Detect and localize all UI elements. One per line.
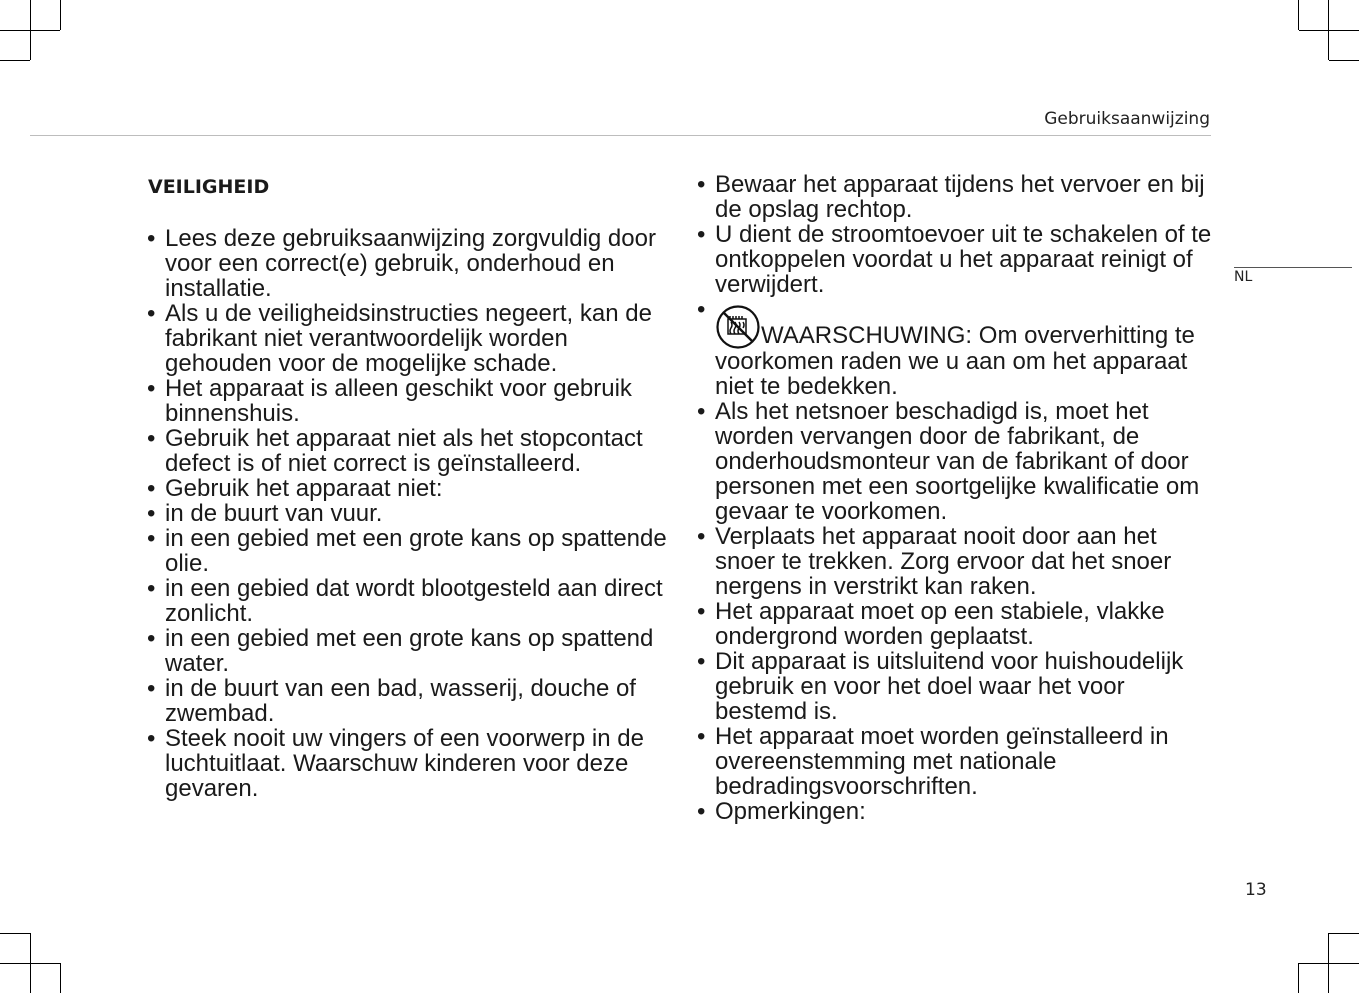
- list-item: • Het apparaat moet worden geïnstalleerd in overeenstemming met nationale bedradingsvoorschriften.: [697, 724, 1217, 799]
- language-tab-rule: [1234, 267, 1352, 268]
- warning-item: [697, 297, 1217, 399]
- crop-mark: [1298, 0, 1299, 30]
- header-rule: [30, 135, 1211, 136]
- crop-mark: [1298, 963, 1299, 993]
- list-item: • in een gebied met een grote kans op spattende olie.: [147, 526, 667, 576]
- list-item: • in de buurt van vuur.: [147, 501, 667, 526]
- crop-mark: [60, 963, 61, 993]
- list-item: • Opmerkingen:: [697, 799, 1217, 824]
- do-not-cover-icon: [715, 305, 761, 349]
- crop-mark: [0, 963, 60, 964]
- crop-mark: [0, 60, 30, 61]
- list-item: • Lees deze gebruiksaanwijzing zorgvuldig door voor een correct(e) gebruik, onderhoud en installatie.: [147, 226, 667, 301]
- crop-mark: [0, 30, 60, 31]
- page-number: 13: [1245, 880, 1267, 900]
- list-item: • U dient de stroomtoevoer uit te schakelen of te ontkoppelen voordat u het apparaat reinigt of verwijdert.: [697, 222, 1217, 297]
- list-item: • in de buurt van een bad, wasserij, douche of zwembad.: [147, 676, 667, 726]
- crop-mark: [1299, 963, 1359, 964]
- running-header-title: Gebruiksaanwijzing: [1044, 109, 1210, 129]
- safety-list-left: [147, 226, 667, 801]
- crop-mark: [1329, 60, 1359, 61]
- language-tab: NL: [1234, 269, 1253, 285]
- list-item: • Als het netsnoer beschadigd is, moet het worden vervangen door de fabrikant, de onderhoudsmonteur van de fabrikant of door personen met een soortgelijke kwalificatie om gevaar te voorkomen.: [697, 399, 1217, 524]
- list-item: • Verplaats het apparaat nooit door aan het snoer te trekken. Zorg ervoor dat het snoer nergens in verstrikt kan raken.: [697, 524, 1217, 599]
- list-item: • Steek nooit uw vingers of een voorwerp in de luchtuitlaat. Waarschuw kinderen voor deze gevaren.: [147, 726, 667, 801]
- crop-mark: [0, 933, 30, 934]
- list-item: • Als u de veiligheidsinstructies negeert, kan de fabrikant niet verantwoordelijk worden gehouden voor de mogelijke schade.: [147, 301, 667, 376]
- list-item: • in een gebied dat wordt blootgesteld aan direct zonlicht.: [147, 576, 667, 626]
- section-title: VEILIGHEID: [148, 176, 270, 198]
- list-item: • Het apparaat moet op een stabiele, vlakke ondergrond worden geplaatst.: [697, 599, 1217, 649]
- list-item: • Gebruik het apparaat niet:: [147, 476, 667, 501]
- crop-mark: [1299, 30, 1359, 31]
- list-item: • Gebruik het apparaat niet als het stopcontact defect is of niet correct is geïnstalleerd.: [147, 426, 667, 476]
- list-item: • Het apparaat is alleen geschikt voor gebruik binnenshuis.: [147, 376, 667, 426]
- list-item: • Dit apparaat is uitsluitend voor huishoudelijk gebruik en voor het doel waar het voor bestemd is.: [697, 649, 1217, 724]
- warning-text: WAARSCHUWING: Om oververhitting te voorkomen raden we u aan om het apparaat niet te bedekken.: [715, 322, 1195, 400]
- safety-list-right: [697, 172, 1217, 824]
- list-item: • Bewaar het apparaat tijdens het vervoer en bij de opslag rechtop.: [697, 172, 1217, 222]
- list-item: • in een gebied met een grote kans op spattend water.: [147, 626, 667, 676]
- crop-mark: [1329, 933, 1359, 934]
- crop-mark: [60, 0, 61, 30]
